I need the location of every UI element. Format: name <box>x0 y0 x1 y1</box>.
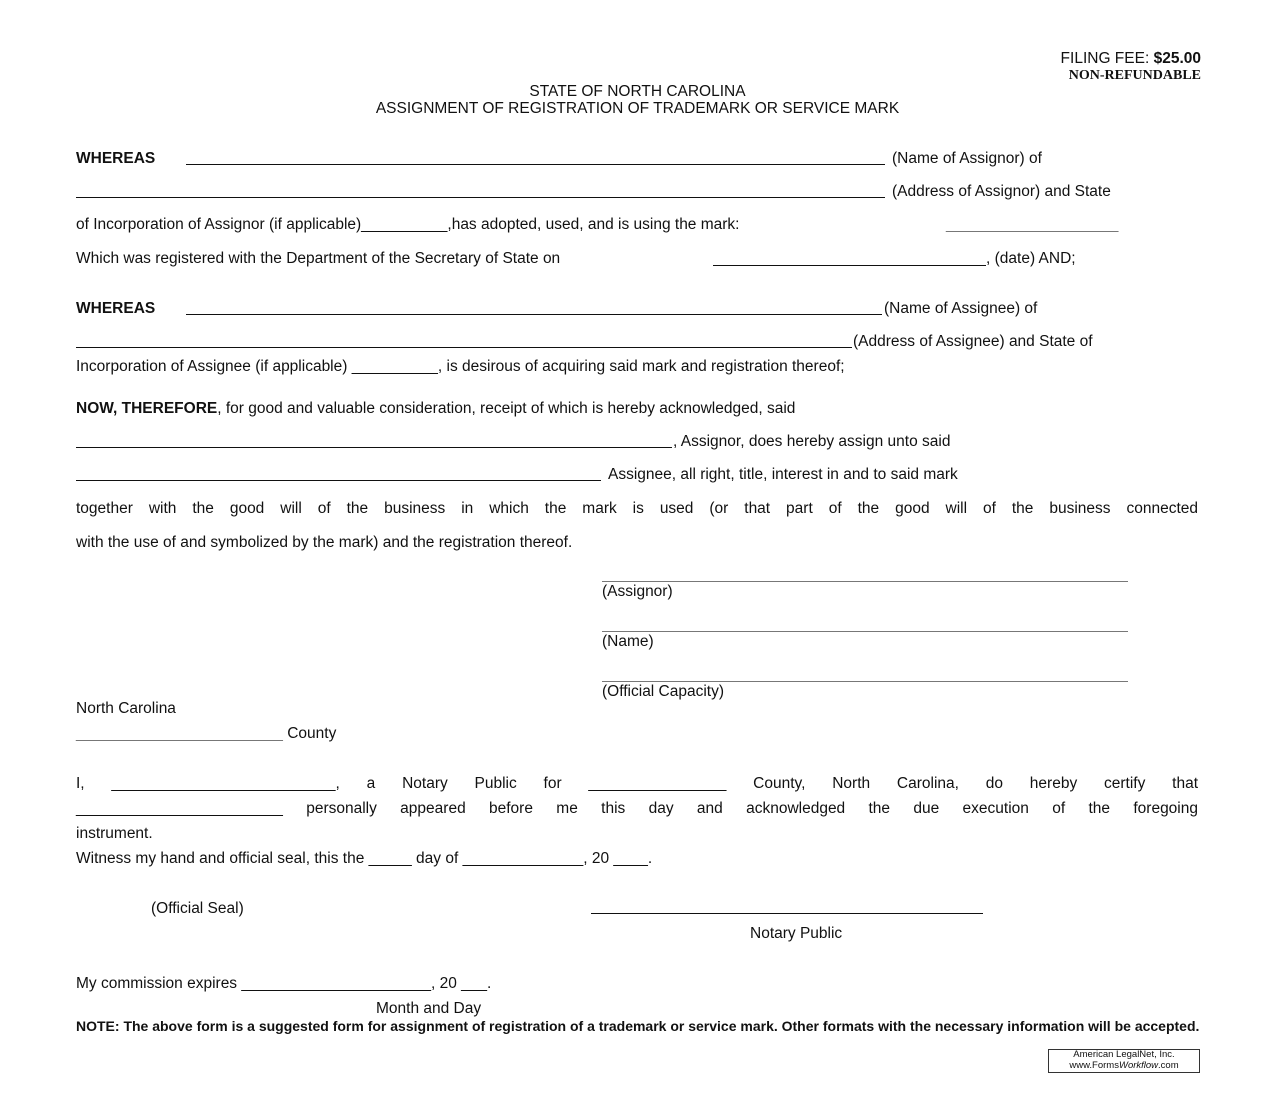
goodwill-line-2: with the use of and symbolized by the mark) and the registration thereof. <box>76 534 573 551</box>
assignee-name-label: (Name of Assignee) of <box>884 300 1038 317</box>
certify-line-3: instrument. <box>76 825 153 842</box>
certify-line-1: I, __________________________, a Notary Public for ________________ County, North Carolina, do hereby certify that <box>76 775 1198 792</box>
whereas-assignor: WHEREAS <box>76 150 156 167</box>
official-capacity-field[interactable] <box>602 681 1128 682</box>
page-title: ASSIGNMENT OF REGISTRATION OF TRADEMARK OR SERVICE MARK <box>375 100 900 117</box>
registered-text: Which was registered with the Department of the Secretary of State on <box>76 250 561 267</box>
county-field[interactable]: ________________________ <box>76 725 283 742</box>
assignor-incorporation-text: of Incorporation of Assignor (if applicable)__________,has adopted, used, and is using the mark: <box>76 216 740 233</box>
non-refundable: NON-REFUNDABLE <box>1068 68 1201 83</box>
assignor-name-field[interactable] <box>186 164 885 165</box>
notary-signature-field[interactable] <box>591 913 983 914</box>
therefore-text: , for good and valuable consideration, receipt of which is hereby acknowledged, said <box>217 400 796 417</box>
stamp-website-prefix: www.Forms <box>1069 1059 1119 1071</box>
filing-fee <box>1061 50 1201 68</box>
witness-line: Witness my hand and official seal, this the _____ day of ______________, 20 ____. <box>76 850 653 867</box>
assignor-signature-field[interactable] <box>602 581 1128 582</box>
registered-suffix: , (date) AND; <box>986 250 1076 267</box>
assignor-assign-field[interactable] <box>76 447 672 448</box>
stamp-website <box>1049 1061 1199 1072</box>
assignor-signature-label: (Assignor) <box>602 583 673 600</box>
signer-name-field[interactable] <box>602 631 1128 632</box>
form-note: NOTE: The above form is a suggested form for assignment of registration of a trademark or service mark. Other formats with the necessary information will be accepted. <box>76 1018 1200 1034</box>
stamp-website-suffix: .com <box>1158 1059 1179 1071</box>
goodwill-line-1: together with the good will of the business in which the mark is used (or that part of the good will of the business connected <box>76 500 1198 517</box>
signer-name-label: (Name) <box>602 633 654 650</box>
assignor-assign-text: , Assignor, does hereby assign unto said <box>673 433 951 450</box>
assignor-name-label: (Name of Assignor) of <box>892 150 1042 167</box>
therefore-lead: NOW, THEREFORE <box>76 400 218 417</box>
notary-state: North Carolina <box>76 700 176 717</box>
assignor-address-label: (Address of Assignor) and State <box>892 183 1111 200</box>
official-seal-label: (Official Seal) <box>151 900 244 917</box>
assignee-assign-field[interactable] <box>76 480 601 481</box>
filing-fee-amount: $25.00 <box>1153 50 1201 67</box>
assignee-address-field[interactable] <box>76 347 852 348</box>
assignee-incorporation-text: Incorporation of Assignee (if applicable) __________, is desirous of acquiring said mark and registration thereof; <box>76 358 845 375</box>
legalnet-stamp <box>1048 1049 1200 1073</box>
county-label: County <box>287 725 337 742</box>
notary-public-label: Notary Public <box>750 925 843 942</box>
commission-line: My commission expires ______________________, 20 ___. <box>76 975 492 992</box>
mark-field[interactable]: ____________________ <box>946 216 1119 233</box>
stamp-company: American LegalNet, Inc. <box>1073 1049 1175 1060</box>
stamp-website-italic: Workflow <box>1118 1059 1159 1071</box>
assignor-address-field[interactable] <box>76 197 885 198</box>
whereas-assignee: WHEREAS <box>76 300 156 317</box>
month-day-label: Month and Day <box>376 1000 482 1017</box>
registration-date-field[interactable] <box>713 265 986 266</box>
assignee-name-field[interactable] <box>186 314 882 315</box>
assignee-address-label: (Address of Assignee) and State of <box>853 333 1093 350</box>
assignee-assign-text: Assignee, all right, title, interest in and to said mark <box>608 466 958 483</box>
state-heading: STATE OF NORTH CAROLINA <box>529 83 746 100</box>
official-capacity-label: (Official Capacity) <box>602 683 725 700</box>
certify-line-2: ________________________ personally appeared before me this day and acknowledged the due execution of the foregoing <box>76 800 1198 817</box>
notary-county-line <box>76 725 336 743</box>
therefore-line <box>76 400 795 418</box>
filing-fee-label: FILING FEE: <box>1060 50 1150 67</box>
